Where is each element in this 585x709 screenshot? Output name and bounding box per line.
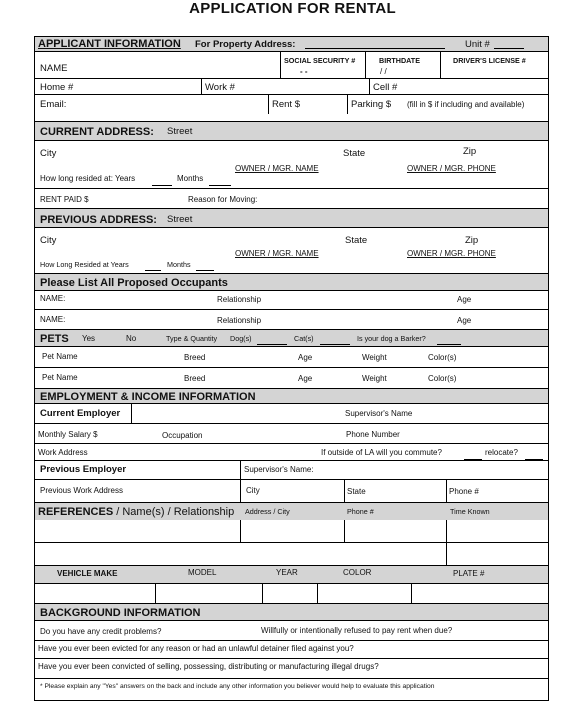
pets-cats-label: Cat(s): [294, 334, 314, 343]
divider: [35, 140, 548, 141]
previous-owner-phone-label: OWNER / MGR. PHONE: [407, 249, 496, 258]
pets-header: PETS: [40, 333, 69, 345]
license-label: DRIVER'S LICENSE #: [453, 56, 526, 65]
previous-address-header: PREVIOUS ADDRESS:: [40, 214, 157, 226]
occupation-label: Occupation: [162, 431, 203, 440]
divider: [35, 423, 548, 424]
phone-number-label: Phone Number: [346, 430, 400, 439]
divider: [365, 51, 366, 78]
vehicle-color-label: COLOR: [343, 568, 372, 577]
home-phone-label: Home #: [40, 82, 74, 93]
divider: [369, 78, 370, 94]
supervisor-name-label: Supervisor's Name: [345, 409, 413, 418]
previous-state-label: State: [345, 235, 368, 246]
divider: [131, 403, 132, 423]
current-zip-label: Zip: [463, 146, 477, 157]
occupant-1-relationship-label: Relationship: [217, 295, 262, 304]
monthly-salary-label: Monthly Salary $: [38, 430, 98, 439]
pet-2-age-label: Age: [298, 374, 313, 383]
name-label: NAME: [40, 63, 68, 74]
current-employer-label: Current Employer: [40, 408, 121, 419]
divider: [35, 583, 548, 584]
divider: [35, 678, 548, 679]
background-header: BACKGROUND INFORMATION: [40, 607, 201, 619]
vehicle-plate-label: PLATE #: [453, 569, 485, 578]
ssn-dashes: - -: [300, 67, 308, 76]
birthdate-label: BIRTHDATE: [379, 56, 420, 65]
convicted-question: Have you ever been convicted of selling, possessing, distributing or manufacturing illegal drugs?: [38, 662, 379, 671]
divider: [35, 188, 548, 189]
applicant-header: APPLICANT INFORMATION: [38, 38, 181, 50]
previous-months-label: Months: [167, 260, 191, 269]
name-input[interactable]: [73, 67, 273, 74]
commute-label: If outside of LA will you commute?: [321, 448, 442, 457]
previous-city-label: City: [40, 235, 57, 246]
parking-label: Parking $: [351, 99, 392, 110]
divider: [35, 309, 548, 310]
prev-state-label: State: [347, 487, 366, 496]
divider: [35, 78, 548, 79]
cats-input[interactable]: [320, 337, 350, 345]
divider: [35, 460, 548, 461]
references-address-label: Address / City: [245, 507, 290, 516]
previous-street-label: Street: [167, 214, 193, 225]
previous-how-long-label: How Long Resided at Years: [40, 260, 129, 269]
rent-label: Rent $: [272, 99, 300, 110]
email-label: Email:: [40, 99, 67, 110]
references-time-known-label: Time Known: [450, 507, 490, 516]
divider: [35, 346, 548, 347]
divider: [35, 479, 548, 480]
pet-1-weight-label: Weight: [362, 353, 387, 362]
previous-owner-name-label: OWNER / MGR. NAME: [235, 249, 319, 258]
prev-city-label: City: [246, 486, 260, 495]
work-address-label: Work Address: [38, 448, 88, 457]
divider: [347, 94, 348, 114]
form-title: APPLICATION FOR RENTAL: [189, 0, 396, 17]
references-phone-label: Phone #: [347, 507, 374, 516]
ssn-label: SOCIAL SECURITY #: [284, 56, 356, 65]
current-months-input[interactable]: [209, 178, 231, 186]
current-city-label: City: [40, 148, 57, 159]
divider: [446, 479, 447, 502]
prev-phone-label: Phone #: [449, 487, 479, 496]
previous-zip-label: Zip: [465, 235, 479, 246]
evicted-question: Have you ever been evicted for any reason or had an unlawful detainer filed against you?: [38, 644, 354, 653]
dogs-input[interactable]: [257, 337, 287, 345]
vehicle-make-label: VEHICLE MAKE: [57, 569, 118, 578]
divider: [155, 583, 156, 603]
commute-input[interactable]: [464, 452, 482, 460]
divider: [411, 583, 412, 603]
occupant-1-age-label: Age: [457, 295, 472, 304]
cell-phone-label: Cell #: [373, 82, 398, 93]
divider: [262, 583, 263, 603]
references-header-bold: REFERENCES: [38, 506, 114, 518]
current-months-label: Months: [177, 174, 204, 183]
work-phone-label: Work #: [205, 82, 235, 93]
employment-header: EMPLOYMENT & INCOME INFORMATION: [40, 391, 256, 403]
current-owner-phone-label: OWNER / MGR. PHONE: [407, 164, 496, 173]
current-street-label: Street: [167, 126, 193, 137]
divider: [240, 460, 241, 502]
pet-2-name-label: Pet Name: [42, 373, 78, 382]
occupant-1-name-label: NAME:: [40, 294, 66, 303]
pet-2-color-label: Color(s): [428, 374, 457, 383]
divider: [35, 658, 548, 659]
prev-work-address-label: Previous Work Address: [40, 486, 123, 495]
divider: [35, 94, 548, 95]
property-address-label: For Property Address:: [195, 39, 296, 50]
unit-input[interactable]: [494, 41, 524, 49]
birthdate-slashes: / /: [380, 67, 387, 76]
prev-supervisor-label: Supervisor's Name:: [244, 465, 314, 474]
divider: [35, 403, 548, 404]
relocate-label: relocate?: [485, 448, 518, 457]
relocate-input[interactable]: [525, 452, 543, 460]
occupants-header: Please List All Proposed Occupants: [40, 277, 228, 289]
vehicle-year-label: YEAR: [276, 568, 298, 577]
refused-rent-question: Willfully or intentionally refused to pay rent when due?: [261, 626, 453, 635]
current-how-long-label: How long resided at: Years: [40, 174, 136, 183]
divider: [344, 520, 345, 542]
divider: [201, 78, 202, 94]
pets-yes-label: Yes: [82, 334, 96, 343]
pets-dogs-label: Dog(s): [230, 334, 252, 343]
previous-months-input[interactable]: [196, 263, 214, 271]
barker-label: Is your dog a Barker?: [357, 334, 426, 343]
current-owner-name-label: OWNER / MGR. NAME: [235, 164, 319, 173]
reason-moving-label: Reason for Moving:: [188, 195, 258, 204]
divider: [35, 290, 548, 291]
pet-2-breed-label: Breed: [184, 374, 206, 383]
previous-employer-label: Previous Employer: [40, 464, 127, 475]
pets-type-quantity-label: Type & Quantity: [166, 334, 218, 343]
divider: [344, 479, 345, 502]
references-header: [38, 507, 234, 518]
divider: [35, 367, 548, 368]
divider: [35, 51, 548, 52]
current-years-input[interactable]: [152, 178, 172, 186]
pet-1-color-label: Color(s): [428, 353, 457, 362]
occupant-2-name-label: NAME:: [40, 315, 66, 324]
previous-years-input[interactable]: [145, 263, 161, 271]
credit-problems-question: Do you have any credit problems?: [40, 627, 162, 636]
occupant-2-age-label: Age: [457, 316, 472, 325]
pet-1-age-label: Age: [298, 353, 313, 362]
current-state-label: State: [343, 148, 366, 159]
divider: [35, 542, 548, 543]
parking-note: (fill in $ if including and available): [407, 100, 525, 109]
divider: [268, 94, 269, 114]
vehicle-model-label: MODEL: [188, 568, 217, 577]
references-header-rest: / Name(s) / Relationship: [116, 506, 235, 518]
pets-no-label: No: [126, 334, 137, 343]
divider: [35, 620, 548, 621]
unit-label: Unit #: [465, 39, 490, 50]
divider: [317, 583, 318, 603]
pet-1-name-label: Pet Name: [42, 352, 78, 361]
rental-application-form: [34, 36, 549, 701]
divider: [280, 51, 281, 78]
property-address-input[interactable]: [305, 41, 445, 49]
divider: [35, 640, 548, 641]
pets-bar: [35, 330, 548, 346]
barker-input[interactable]: [437, 337, 461, 345]
divider: [440, 51, 441, 78]
footnote: * Please explain any "Yes" answers on the back and include any other information you believer would help to evaluate this application: [40, 683, 435, 690]
divider: [35, 443, 548, 444]
divider: [240, 520, 241, 542]
pet-2-weight-label: Weight: [362, 374, 387, 383]
rent-paid-label: RENT PAID $: [40, 195, 89, 204]
occupant-2-relationship-label: Relationship: [217, 316, 262, 325]
pet-1-breed-label: Breed: [184, 353, 206, 362]
current-address-header: CURRENT ADDRESS:: [40, 126, 154, 138]
divider: [35, 227, 548, 228]
